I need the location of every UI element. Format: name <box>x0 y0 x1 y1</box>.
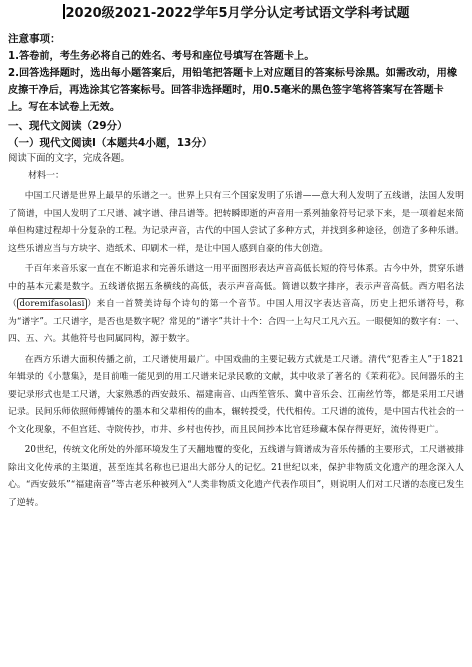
page-title-text: 2020级2021-2022学年5月学分认定考试语文学科考试题 <box>65 6 410 21</box>
notes-heading: 注意事项： <box>8 33 61 45</box>
material-label: 材料一： <box>28 171 65 181</box>
text-cursor <box>63 4 65 19</box>
section-subheading: （一）现代文阅读Ⅰ（本题共4小题，13分） <box>8 137 213 149</box>
note-item-1: 1.答卷前，考生务必将自己的姓名、考号和座位号填写在答题卡上。 <box>8 51 315 62</box>
paragraph-1: 中国工尺谱是世界上最早的乐谱之一。世界上只有三个国家发明了乐谱——意大利人发明了五线谱，法国人发明了简谱，中国人发明了工尺谱、减字谱、律吕谱等。把转瞬即逝的声音用一系列抽象符号记录下来，是一项着起来简单但构建过程却十分复杂的工程。为记录声音，古代的中国人尝试了多种方式，并找到多种途径，创造了多种乐谱。这些乐谱应当与方块字、造纸术、印刷术一样，是让中国人感到自豪的伟大创造。 <box>8 191 464 254</box>
page-title <box>8 4 464 23</box>
note-item-2: 2.回答选择题时，选出每小题答案后，用铅笔把答题卡上对应题目的答案标号涂黑。如需改动，用橡皮擦干净后，再选涂其它答案标号。回答非选择题时，用0.5毫米的黑色签字笔将答案写在答题卡上。写在本试卷上无效。 <box>8 68 458 113</box>
instruction-text: 阅读下面的文字，完成各题。 <box>8 153 130 164</box>
paragraph-2-part-a: 千百年来音乐家一直在不断追求和完善乐谱这一用平面图形表达声音高低长短的符号体系。古今中外，贯穿乐谱中的基本元素是数字。五线谱依据五条横线的高低，表示声音高低。简谱以数字排序，表示声音高低。西方唱名法（ <box>8 264 464 309</box>
paragraph-4: 20世纪，传统文化所处的外部环境发生了天翻地覆的变化，五线谱与简谱成为音乐传播的主要形式，工尺谱被排除出文化传承的主渠道，甚至连其名称也已退出大部分人的记忆。21世纪以来，保护非物质文化遗产的理念深入人心。“西安鼓乐”“福建南音”等古老乐种被列入“人类非物质文化遗产代表作项目”，则说明人们对工尺谱的态度已发生了逆转。 <box>8 445 464 508</box>
solfege-term: doremifasolasi <box>19 299 85 309</box>
paragraph-3: 在西方乐谱大面积传播之前，工尺谱使用最广。中国戏曲的主要记载方式就是工尺谱。清代“犯香主人”于1821年辑录的《小慧集》，是目前唯一能见到的用工尺谱来记录民歌的文献，其中收录了著名的《茉莉花》。民间器乐的主要记录形式也是工尺谱，大家熟悉的西安鼓乐、福建南音、山西笙管乐、冀中音乐会、江南丝竹等，都是采用工尺谱记录。民间乐师依照师傅铺传的墨本和父辈相传的曲本，辗转授受，代代相传。工尺谱的流传，是中国古代社会的一个文化现象，不但宫廷、寺院传抄，市井、乡村也传抄，而且民间抄本比官廷珍藏本保存得更好，流传得更广。 <box>8 354 464 435</box>
section-heading: 一、现代文阅读（29分） <box>8 120 128 132</box>
paragraph-2 <box>8 261 464 349</box>
paragraph-2-part-b: ）来自一首赞美诗每个诗句的第一个音节。中国人用汉字表达音高，历史上把乐谱符号，称为“谱字”。工尺谱字，是否也是数字呢？常见的“谱字”共计十个：合四一上勾尺工凡六五。一眼便知的数字有：一、四、五、六。其他符号也同属同构，源于数字。 <box>8 299 464 344</box>
